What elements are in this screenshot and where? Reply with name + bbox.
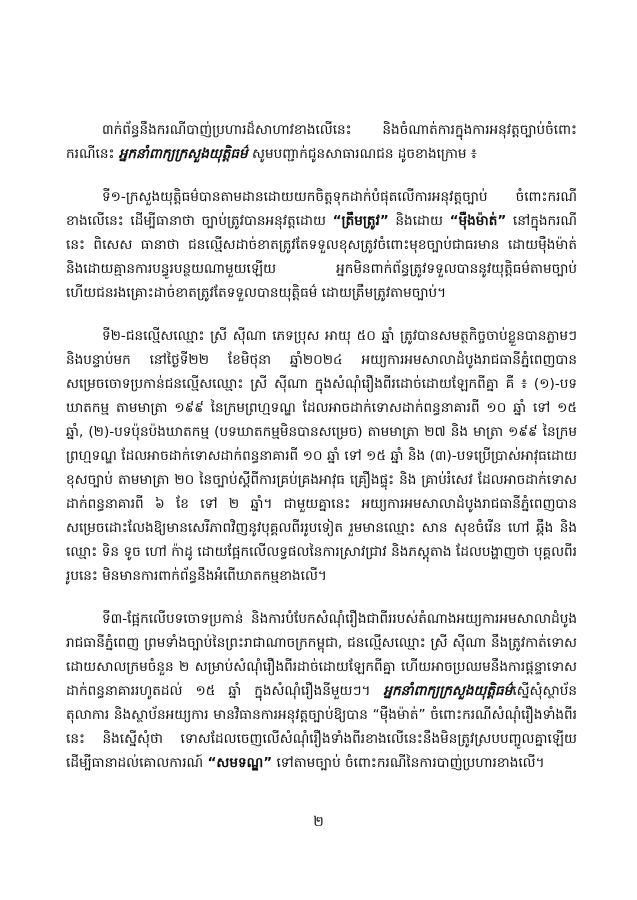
- paragraph-intro-text-c: សូមបញ្ជាក់ជូនសាធារណជន ដូចខាងក្រោម ៖: [247, 146, 477, 162]
- paragraph-point-3-text-a: ទី៣-ផ្អែកលើបទចោទប្រកាន់ និងការបំបែកសំណុំរឿងជាពីររបស់តំណាងអយ្យការអមសាលាដំបូងរាជធានីភ្នំពេញ ព្រមទាំងច្បាប់នៃព្រះរាជាណាចក្រកម្ពុជា, ជនល្មើសឈ្មោះ ស្រី ស៊ីណា នឹងត្រូវកាត់ទោសដោយសាលក្រមចំនួន ២ សម្រាប់សំណុំរឿងពីរដាច់ដោយឡែកពីគ្នា ហើយអាចប្រឈមនឹងការផ្តន្ទាទោសដាក់ពន្ធនាគាររហូតដល់ ១៥ ឆ្នាំ ក្នុងសំណុំរឿងនីមួយៗ។: [66, 611, 577, 699]
- paragraph-point-1-text-e: នៅក្នុងករណីនេះ ពិសេស ធានាថា ជនល្មើសដាច់ខាតត្រូវតែទទួលខុសត្រូវចំពោះមុខច្បាប់ជាធរមាន ដោយម៉ឺងម៉ាត់ និងដោយគ្មានការបន្ធូរបន្ថយណាមួយឡើយ អ្នកមិនពាក់ព័ន្ធត្រូវទទួលបាននូវយុត្តិធម៌តាមច្បាប់ ហើយជនរងគ្រោះដាច់ខាតត្រូវតែទទួលបានយុត្តិធម៌ ដោយត្រឹមត្រូវតាមច្បាប់។: [66, 213, 577, 301]
- paragraph-point-3: [66, 607, 577, 775]
- paragraph-point-2-text: ទី២-ជនល្មើសឈ្មោះ ស្រី ស៊ីណា ភេទប្រុស អាយុ ៥០ ឆ្នាំ ត្រូវបានសមត្ថកិច្ចចាប់ខ្លួនបានភ្លាមៗ និងបន្ទាប់មក នៅថ្ងៃទី២២ ខែមិថុនា ឆ្នាំ២០២៤ អយ្យការអមសាលាដំបូងរាជធានីភ្នំពេញបានសម្រេចចោទប្រកាន់ជនល្មើសឈ្មោះ ស្រី ស៊ីណា ក្នុងសំណុំរឿងពីរដោច់ដោយឡែកពីគ្នា គឺ ៖ (១)-បទឃាតកម្ម តាមមាត្រា ១៩៩ នៃក្រមព្រហ្មទណ្ឌ ដែលអាចដាក់ទោសដាក់ពន្ធនាគារពី ១០ ឆ្នាំ ទៅ ១៥ ឆ្នាំ, (២)-បទប៉ុនប៉ងឃាតកម្ម (បទឃាតកម្មមិនបានសម្រេច) តាមមាត្រា ២៧ និង មាត្រា ១៩៩ នៃក្រមព្រហ្មទណ្ឌ ដែលអាចដាក់ទោសដាក់ពន្ធនាគារពី ១០ ឆ្នាំ ទៅ ១៥ ឆ្នាំ និង (៣)-បទប្រើប្រាស់អាវុធដោយខុសច្បាប់ តាមមាត្រា ២០ នៃច្បាប់ស្តីពីការគ្រប់គ្រងអាវុធ គ្រឿងផ្ទុះ និង គ្រាប់រំសេវ ដែលអាចដាក់ទោសដាក់ពន្ធនាគារពី ៦ ខែ ទៅ ២ ឆ្នាំ។ ជាមួយគ្នានេះ អយ្យការអមសាលាដំបូងរាជធានីភ្នំពេញបានសម្រេចដោះលែងឱ្យមានសេរីភាពវិញនូវបុគ្គលពីររូបទៀត រួមមានឈ្មោះ សាន សុខចំរើន ហៅ ឆ្កឹង និងឈ្មោះ ទិន ទូច ហៅ ក៉ាដូ ដោយផ្អែកលើលទ្ធផលនៃការស្រាវជ្រាវ និងភស្តុតាង ដែលបង្ហាញថា បុគ្គលពីររូបនេះ មិនមានការពាក់ព័ន្ធនឹងអំពើឃាតកម្មខាងលើ។: [66, 328, 577, 584]
- paragraph-point-1: [66, 185, 577, 305]
- emphasis-strict: “ម៉ឺងម៉ាត់”: [449, 213, 507, 229]
- paragraph-point-1-text-c: និងដោយ: [388, 213, 450, 229]
- emphasis-equal-punishment: “សមទណ្ឌ”: [207, 755, 273, 771]
- paragraph-point-3-text-e: ទៅតាមច្បាប់ ចំពោះករណីនៃការបាញ់ប្រហារខាងលើ។: [272, 755, 545, 771]
- paragraph-intro: [66, 118, 577, 166]
- spokesperson-emphasis: អ្នកនាំពាក្យក្រសួងយុត្តិធម៌: [118, 146, 248, 162]
- paragraph-point-1-text-a: ទី១-ក្រសួងយុត្តិធម៌បានតាមដានដោយយកចិត្តទុកដាក់បំផុតលើការអនុវត្តច្បាប់ ចំពោះករណីខាងលើនេះ ដើម្បីធានាថា ច្បាប់ត្រូវបានអនុវត្តដោយ: [66, 189, 577, 229]
- paragraph-point-3-text-c: ស្នើសុំស្ថាប័នតុលាការ និងស្ថាប័នអយ្យការ មានវិធានការអនុវត្តច្បាប់ឱ្យបាន “ម៉ឺងម៉ាត់” ចំពោះករណីសំណុំរឿងទាំងពីរនេះ និងស្នើសុំថា ទោសដែលចេញលើសំណុំរឿងទាំងពីរខាងលើនេះនឹងមិនត្រូវស្របបញ្ចូលគ្នាឡើយ ដើម្បីធានាដល់គោលការណ៍: [66, 683, 577, 771]
- emphasis-correct: “ត្រឹមត្រូវ”: [332, 213, 389, 229]
- paragraph-point-2: [66, 324, 577, 588]
- spokesperson-emphasis-2: អ្នកនាំពាក្យក្រសួងយុត្តិធម៌: [383, 683, 513, 699]
- page-number: ២: [313, 814, 324, 830]
- paragraph-intro-text-a: ៣ក់ព័ន្ធនឹងករណីបាញ់ប្រហារដ៏សាហាវខាងលើនេះ និងចំណាត់ការក្នុងការអនុវត្តច្បាប់ចំពោះករណីនេះ: [66, 122, 577, 162]
